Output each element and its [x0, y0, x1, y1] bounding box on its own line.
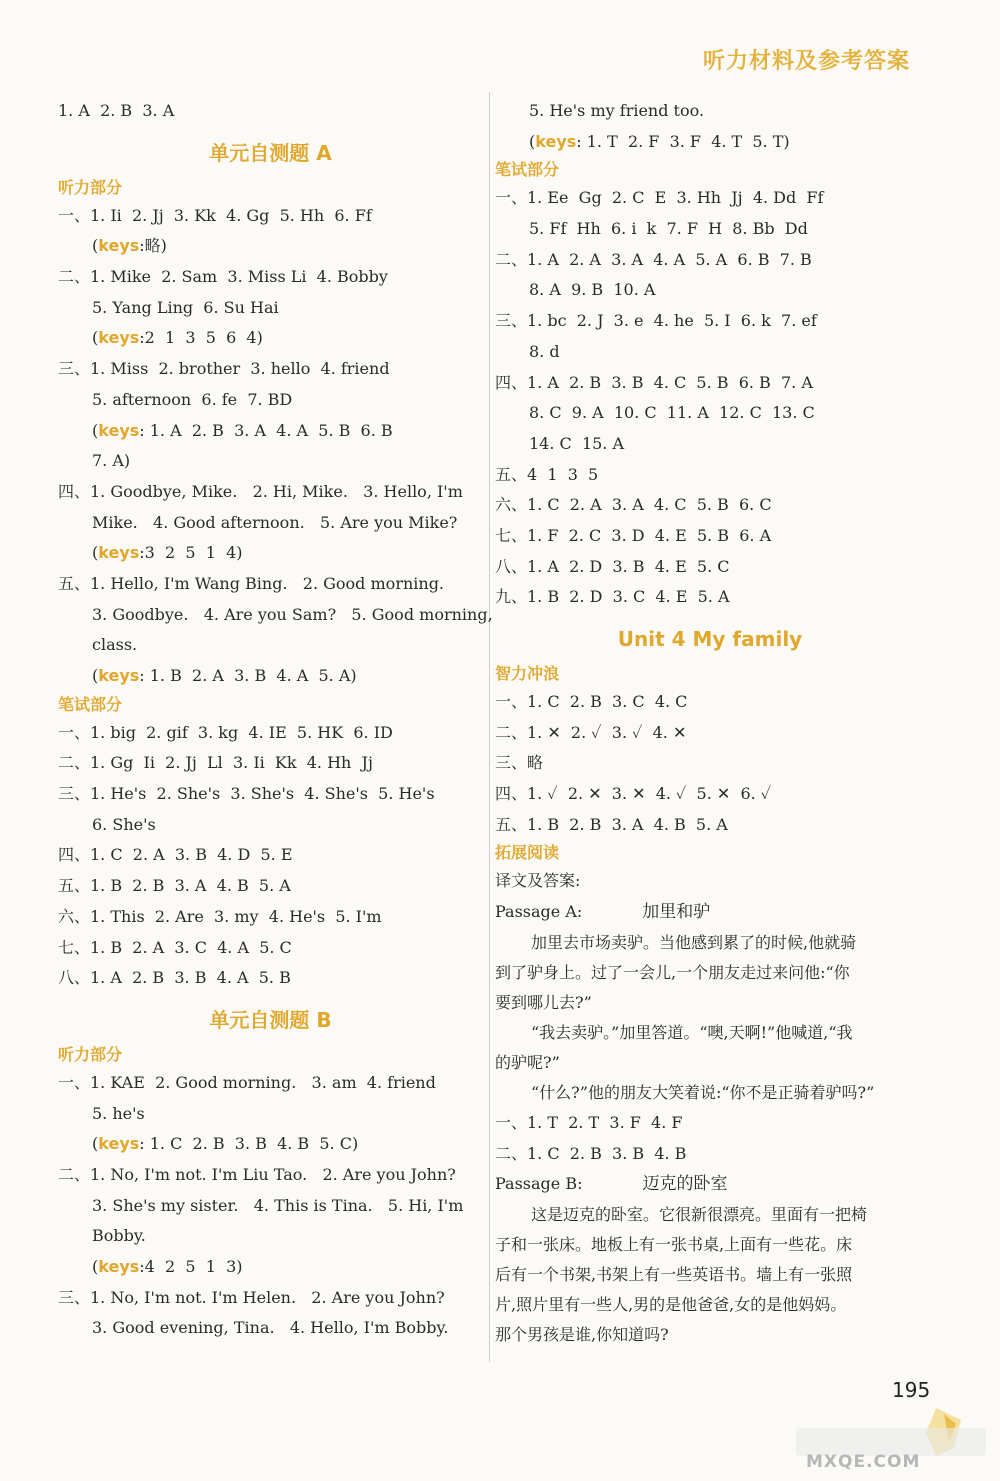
- unit-title: 单元自测题 B: [209, 1007, 332, 1032]
- key-answers: :2 1 3 5 6 4): [139, 328, 263, 348]
- key-open: (: [92, 420, 99, 440]
- answer-line: class.: [92, 635, 138, 655]
- key-answers: :略): [139, 236, 167, 256]
- watermark-text: MXQE.COM: [806, 1452, 921, 1472]
- answer-line: 7. A): [92, 451, 131, 471]
- answer-line: Bobby.: [92, 1226, 146, 1246]
- answer-line: 一、1. Ee Gg 2. C E 3. Hh Jj 4. Dd Ff: [495, 188, 824, 208]
- answer-key-line: [58, 1252, 483, 1283]
- key-open: (: [92, 328, 99, 348]
- answer-key-line: [58, 1129, 483, 1160]
- translation-line: 到了驴身上。过了一会儿,一个朋友走过来问他:“你: [495, 962, 850, 982]
- answer-line: 5. He's my friend too.: [529, 101, 705, 120]
- passage-title: 迈克的卧室: [642, 1174, 728, 1195]
- keys-label: keys: [98, 328, 140, 348]
- key-answers: : 1. A 2. B 3. A 4. A 5. B 6. B: [139, 420, 393, 440]
- answer-line: 二、1. ✕ 2. ✓ 3. ✓ 4. ✕: [495, 722, 687, 742]
- column-divider: [489, 92, 490, 1362]
- answer-line: 5. Ff Hh 6. i k 7. F H 8. Bb Dd: [529, 219, 808, 239]
- key-answers: :4 2 5 1 3): [139, 1257, 243, 1276]
- answer-line: 3. She's my sister. 4. This is Tina. 5. Hi, I'm: [92, 1195, 464, 1215]
- answer-line: 14. C 15. A: [529, 433, 625, 453]
- answer-key-line: [58, 323, 483, 354]
- answer-line: 5. he's: [92, 1103, 145, 1123]
- key-open: (: [92, 543, 99, 563]
- translation-line: 子和一张床。地板上有一张书桌,上面有一些花。床: [495, 1234, 853, 1254]
- section-heading: 笔试部分: [495, 160, 560, 180]
- answer-key-line: [58, 661, 483, 692]
- answer-line: 三、1. bc 2. J 3. e 4. he 5. I 6. k 7. ef: [495, 311, 817, 331]
- keys-label: keys: [98, 420, 140, 440]
- answer-line: 七、1. F 2. C 3. D 4. E 5. B 6. A: [495, 525, 772, 545]
- answer-line: 3. Good evening, Tina. 4. Hello, I'm Bobby.: [92, 1318, 449, 1338]
- left-column: [58, 96, 493, 1344]
- translation-line: 的驴呢?”: [495, 1052, 560, 1072]
- key-open: (: [92, 666, 99, 685]
- answer-line: 七、1. B 2. A 3. C 4. A 5. C: [58, 937, 292, 957]
- section-heading: 听力部分: [58, 1044, 123, 1064]
- answer-key-line: [58, 231, 483, 262]
- passage-header: [495, 1169, 925, 1200]
- translation-line: 这是迈克的卧室。它很新很漂亮。里面有一把椅: [531, 1204, 868, 1224]
- answer-line: 6. She's: [92, 814, 156, 834]
- answer-line: 一、1. Ii 2. Jj 3. Kk 4. Gg 5. Hh 6. Ff: [58, 205, 372, 225]
- answer-line: 3. Goodbye. 4. Are you Sam? 5. Good morning,: [92, 604, 493, 624]
- answer-line: 8. d: [529, 341, 560, 361]
- page-number: 195: [892, 1378, 931, 1402]
- key-answers: : 1. T 2. F 3. F 4. T 5. T): [576, 131, 790, 151]
- translation-line: 片,照片里有一些人,男的是他爸爸,女的是他妈妈。: [495, 1294, 847, 1314]
- answer-line: 8. C 9. A 10. C 11. A 12. C 13. C: [529, 403, 815, 423]
- answer-line: 5. afternoon 6. fe 7. BD: [92, 389, 293, 409]
- answer-line: 六、1. C 2. A 3. A 4. C 5. B 6. C: [495, 495, 772, 515]
- keys-label: keys: [535, 131, 577, 151]
- answer-line: 四、1. ✓ 2. ✕ 3. ✕ 4. ✓ 5. ✕ 6. ✓: [495, 784, 772, 804]
- keys-label: keys: [98, 1134, 140, 1154]
- answer-line: 四、1. Goodbye, Mike. 2. Hi, Mike. 3. Hello, I'm: [58, 481, 463, 501]
- keys-label: keys: [98, 543, 140, 563]
- passage-label: Passage B:: [495, 1174, 583, 1194]
- answer-line: Mike. 4. Good afternoon. 5. Are you Mike?: [92, 512, 458, 532]
- answer-key-line: [58, 416, 483, 447]
- answer-line: 二、1. Mike 2. Sam 3. Miss Li 4. Bobby: [58, 267, 388, 287]
- answer-line: 二、1. Gg Ii 2. Jj Ll 3. Ii Kk 4. Hh Jj: [58, 753, 373, 773]
- answer-line: 五、1. B 2. B 3. A 4. B 5. A: [495, 814, 728, 834]
- keys-label: keys: [98, 1257, 140, 1276]
- key-open: (: [92, 236, 99, 256]
- answer-line: 六、1. This 2. Are 3. my 4. He's 5. I'm: [58, 906, 382, 926]
- right-column: [495, 96, 925, 1350]
- translation-line: 那个男孩是谁,你知道吗?: [495, 1324, 669, 1344]
- answer-key-line: [58, 538, 483, 569]
- section-heading: 笔试部分: [58, 694, 123, 714]
- translation-line: “我去卖驴。”加里答道。“噢,天啊!”他喊道,“我: [531, 1022, 853, 1042]
- translation-line: 加里去市场卖驴。当他感到累了的时候,他就骑: [531, 932, 857, 952]
- key-answers: :3 2 5 1 4): [139, 543, 243, 563]
- answer-line: 五、4 1 3 5: [495, 464, 599, 484]
- answer-line: 一、1. KAE 2. Good morning. 3. am 4. friend: [58, 1072, 436, 1092]
- passage-label: Passage A:: [495, 902, 583, 922]
- key-open: (: [92, 1257, 99, 1276]
- section-heading: 拓展阅读: [495, 843, 560, 863]
- translation-line: “什么?”他的朋友大笑着说:“你不是正骑着驴吗?”: [531, 1082, 875, 1102]
- translation-line: 要到哪儿去?”: [495, 992, 592, 1012]
- answer-line: 八、1. A 2. D 3. B 4. E 5. C: [495, 556, 730, 576]
- section-heading: 听力部分: [58, 177, 123, 197]
- answer-line: 四、1. C 2. A 3. B 4. D 5. E: [58, 845, 293, 865]
- unit-title: 单元自测题 A: [209, 140, 332, 165]
- section-heading: 智力冲浪: [495, 664, 560, 683]
- answer-line: 九、1. B 2. D 3. C 4. E 5. A: [495, 587, 730, 607]
- answer-line: 五、1. B 2. B 3. A 4. B 5. A: [58, 876, 291, 896]
- answer-line: 三、略: [495, 753, 544, 773]
- answer-line: 5. Yang Ling 6. Su Hai: [92, 297, 279, 317]
- key-open: (: [92, 1134, 99, 1154]
- answer-line: 五、1. Hello, I'm Wang Bing. 2. Good morning.: [58, 573, 445, 593]
- answer-line: 三、1. He's 2. She's 3. She's 4. She's 5. He's: [58, 784, 435, 804]
- page-header-title: 听力材料及参考答案: [702, 49, 910, 74]
- answer-line: 二、1. No, I'm not. I'm Liu Tao. 2. Are you John?: [58, 1164, 456, 1184]
- keys-label: keys: [98, 666, 140, 685]
- unit-title: Unit 4 My family: [617, 627, 803, 651]
- answer-line: 一、1. big 2. gif 3. kg 4. IE 5. HK 6. ID: [58, 722, 393, 742]
- answer-line: 8. A 9. B 10. A: [529, 280, 656, 300]
- answer-line: 八、1. A 2. B 3. B 4. A 5. B: [58, 968, 291, 988]
- keys-label: keys: [98, 236, 140, 256]
- answer-line: 二、1. C 2. B 3. B 4. B: [495, 1143, 687, 1163]
- passage-header: [495, 897, 925, 928]
- answer-line: 四、1. A 2. B 3. B 4. C 5. B 6. B 7. A: [495, 372, 813, 392]
- answer-line: 三、1. Miss 2. brother 3. hello 4. friend: [58, 359, 390, 379]
- answer-line: 1. A 2. B 3. A: [58, 101, 175, 120]
- key-answers: : 1. C 2. B 3. B 4. B 5. C): [139, 1134, 359, 1154]
- answer-line: 一、1. T 2. T 3. F 4. F: [495, 1112, 683, 1132]
- passage-title: 加里和驴: [642, 902, 711, 923]
- answer-line: 一、1. C 2. B 3. C 4. C: [495, 692, 688, 711]
- key-answers: : 1. B 2. A 3. B 4. A 5. A): [139, 666, 357, 685]
- translation-line: 后有一个书架,书架上有一些英语书。墙上有一张照: [495, 1264, 853, 1284]
- key-open: (: [529, 131, 536, 151]
- answer-key-line: [495, 127, 925, 158]
- answer-line: 译文及答案:: [495, 871, 581, 891]
- answer-line: 三、1. No, I'm not. I'm Helen. 2. Are you John?: [58, 1287, 445, 1307]
- answer-line: 二、1. A 2. A 3. A 4. A 5. A 6. B 7. B: [495, 249, 812, 269]
